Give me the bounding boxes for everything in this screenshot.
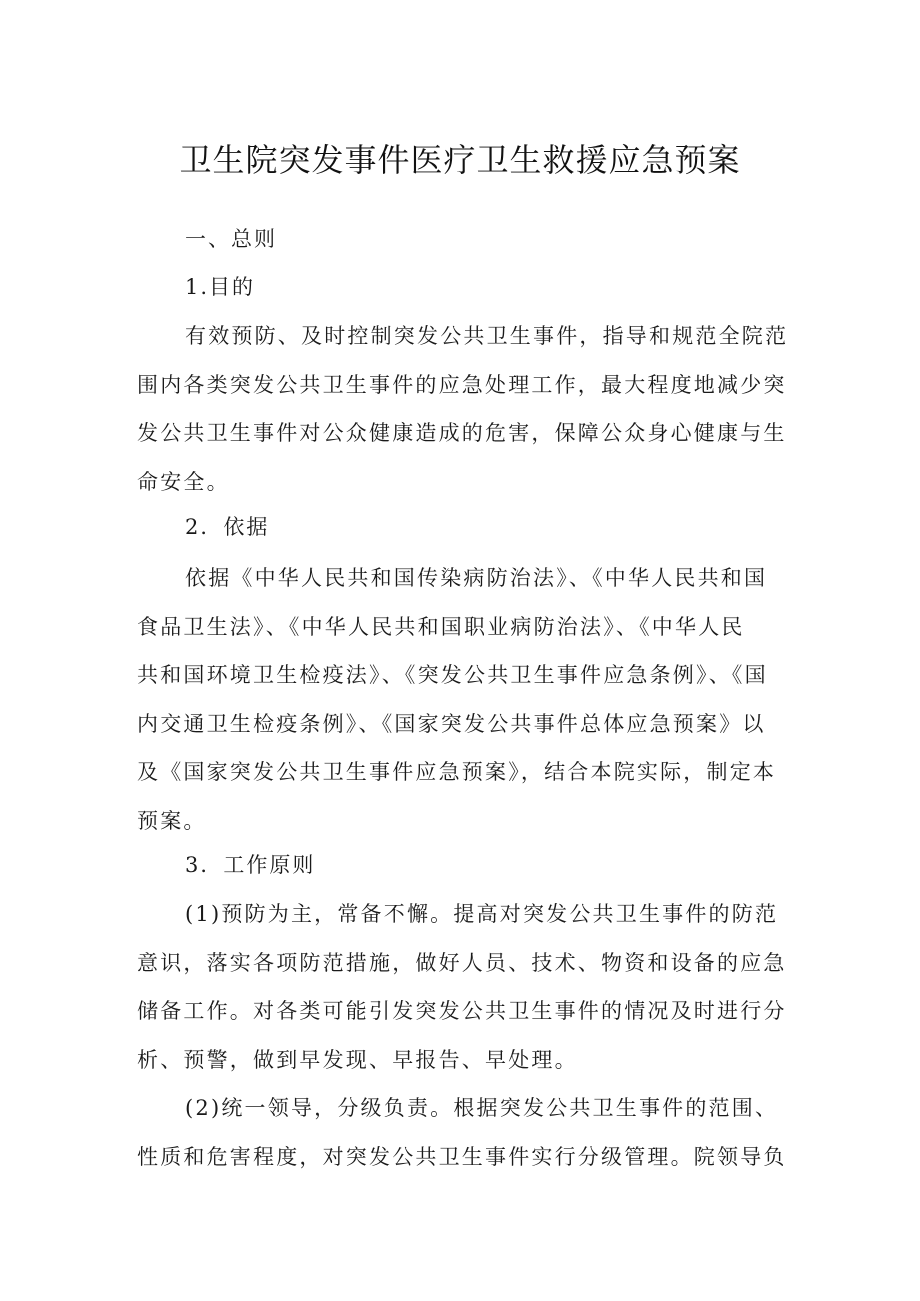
text-line: 及《国家突发公共卫生事件应急预案》，结合本院实际，制定本 (137, 760, 777, 784)
paragraph-principle-1 (137, 890, 797, 1084)
text-line: 预案。 (137, 808, 207, 833)
subheading-purpose: 1.目的 (185, 275, 256, 299)
text-line: 内交通卫生检疫条例》、《国家突发公共事件总体应急预案》以 (137, 711, 766, 736)
text-line: 共和国环境卫生检疫法》、《突发公共卫生事件应急条例》、《国 (137, 663, 768, 687)
text-line: 意识，落实各项防范措施，做好人员、技术、物资和设备的应急 (137, 950, 787, 975)
text-line: 有效预防、及时控制突发公共卫生事件，指导和规范全院范 (185, 324, 789, 348)
subheading-basis: 2．依据 (185, 515, 270, 539)
subheading-principles: 3．工作原则 (185, 853, 316, 877)
text-line: 食品卫生法》、《中华人民共和国职业病防治法》、《中华人民 (137, 614, 745, 639)
section-heading-general: 一、总则 (185, 227, 277, 251)
text-line: (1)预防为主，常备不懈。提高对突发公共卫生事件的防范 (185, 902, 779, 926)
text-line: 性质和危害程度，对突发公共卫生事件实行分级管理。院领导负 (137, 1144, 787, 1169)
document-title: 卫生院突发事件医疗卫生救援应急预案 (179, 141, 741, 179)
paragraph-purpose (137, 312, 797, 506)
text-line: 命安全。 (137, 469, 230, 494)
text-line: 析、预警，做到早发现、早报告、早处理。 (137, 1047, 578, 1072)
text-line: 围内各类突发公共卫生事件的应急处理工作，最大程度地减少突 (137, 372, 787, 397)
paragraph-principle-2 (137, 1084, 797, 1181)
text-line: 储备工作。对各类可能引发突发公共卫生事件的情况及时进行分 (137, 999, 787, 1023)
text-line: 发公共卫生事件对公众健康造成的危害，保障公众身心健康与生 (137, 421, 787, 445)
paragraph-basis (137, 554, 797, 845)
text-line: (2)统一领导，分级负责。根据突发公共卫生事件的范围、 (185, 1096, 779, 1120)
text-line: 依据《中华人民共和国传染病防治法》、《中华人民共和国 (185, 566, 768, 590)
